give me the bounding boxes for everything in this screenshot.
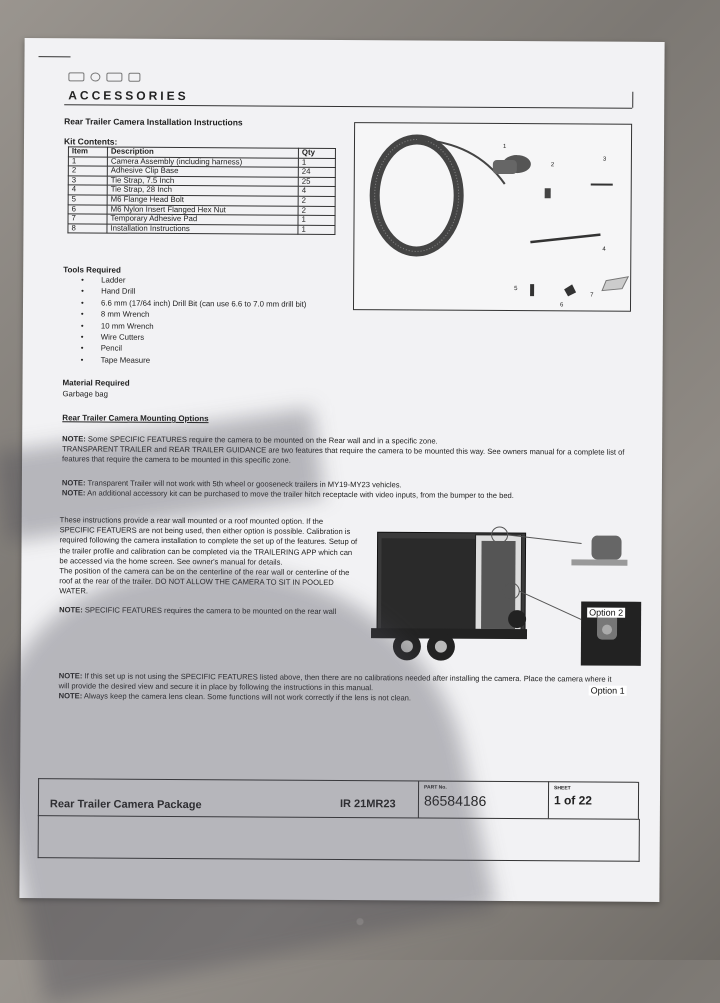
clip-base-icon	[545, 188, 551, 198]
ir-number: IR 21MR23	[340, 798, 396, 810]
column-header-item: Item	[68, 147, 107, 157]
description-cell: Tie Strap, 7.5 Inch	[107, 176, 298, 187]
kit-contents-label: Kit Contents:	[64, 136, 117, 146]
note-text: An additional accessory kit can be purchased to move the trailer hitch receptacle with video inputs, from the bumper to the bed.	[85, 489, 514, 501]
tools-required-label: Tools Required	[63, 265, 121, 274]
camera-assembly-icon	[493, 155, 531, 174]
description-cell: Camera Assembly (including harness)	[107, 157, 298, 168]
tool-item: • 6.6 mm (17/64 inch) Drill Bit (can use 6.6 to 7.0 mm drill bit)	[101, 297, 306, 310]
callout-number: 5	[514, 286, 518, 292]
instructions-paragraph: These instructions provide a rear wall mounted or a roof mounted option. If the SPECIFIC FEATUERS are not being used, then either option is possible. Calibration is required following the camera installation to complete the set up of the features. Setup of the trailer profile and calibration can be completed via the TRAILERING APP which can be accessed via the home screen. See owner's manual for details.	[59, 515, 359, 568]
callout-number: 4	[602, 247, 606, 253]
tool-item: • Pencil	[101, 343, 306, 356]
note-text: Transparent Trailer will not work with 5th wheel or gooseneck trailers in MY19-MY23 vehicles.	[86, 478, 402, 489]
material-required-value: Garbage bag	[62, 389, 108, 398]
table-row	[68, 224, 335, 235]
note-label: NOTE:	[59, 605, 83, 614]
column-header-qty: Qty	[298, 148, 335, 158]
option-1-label: Option 1	[589, 686, 627, 696]
tool-item: • Tape Measure	[101, 354, 306, 367]
qty-cell: 4	[298, 187, 335, 197]
part-number: 86584186	[424, 793, 486, 809]
part-number-label: PART No.	[424, 785, 447, 791]
note-label: NOTE:	[62, 488, 86, 497]
note-lens-clean	[59, 692, 619, 706]
qty-cell: 2	[298, 196, 335, 206]
bottom-notes	[59, 671, 619, 705]
callout-number: 2	[551, 162, 555, 168]
tool-item: • Wire Cutters	[101, 331, 306, 344]
position-paragraph: The position of the camera can be on the centerline of the rear wall or centerline of the roof at the rear of the trailer. DO NOT ALLOW THE CAMERA TO SIT IN POOLED WATER.	[59, 566, 359, 598]
qty-cell: 1	[298, 225, 335, 235]
gmc-logo-icon	[106, 73, 122, 82]
description-cell: Adhesive Clip Base	[107, 166, 298, 177]
footer-rule-left	[38, 778, 39, 816]
note-transparent-trailer	[62, 478, 632, 502]
description-cell: Installation Instructions	[107, 224, 298, 235]
kit-parts-illustration	[353, 122, 632, 312]
corner-mark	[39, 56, 71, 57]
note-label: NOTE:	[59, 692, 83, 701]
note-text: If this set up is not using the SPECIFIC FEATURES listed above, then there are no calibrations needed after installing the camera. Place the camera where it will provide the desired view and secure it in place by following the instructions in this manual.	[59, 671, 612, 692]
item-cell: 3	[68, 176, 107, 186]
kit-contents-table	[67, 146, 336, 235]
flange-bolt-icon	[530, 284, 534, 296]
note-specific-features	[62, 434, 632, 468]
note-label: NOTE:	[62, 478, 86, 487]
description-cell: M6 Flange Head Bolt	[107, 195, 298, 206]
trailer-icon	[371, 532, 528, 661]
coiled-harness-icon	[374, 139, 505, 252]
mounting-instructions	[59, 515, 360, 617]
item-cell: 8	[68, 224, 107, 234]
material-required-label: Material Required	[63, 378, 130, 387]
callout-number: 3	[603, 157, 607, 163]
callout-number: 1	[503, 144, 507, 150]
accessories-heading: ACCESSORIES	[68, 88, 188, 103]
note-label: NOTE:	[62, 434, 86, 443]
column-header-description: Description	[107, 147, 298, 158]
instruction-sheet	[19, 38, 664, 902]
package-name: Rear Trailer Camera Package	[50, 798, 202, 811]
tool-item: • Ladder	[101, 275, 306, 288]
item-cell: 5	[68, 195, 107, 205]
qty-cell: 1	[298, 215, 335, 225]
footer-divider	[548, 781, 549, 818]
qty-cell: 25	[298, 177, 335, 187]
tool-item: • 8 mm Wrench	[101, 309, 306, 322]
item-cell: 2	[68, 166, 107, 176]
option-2-label: Option 2	[587, 608, 625, 618]
note-continuation: TRANSPARENT TRAILER and REAR TRAILER GUIDANCE are two features that require the camera to be mounted this way. See owners manual for a complete list of features that require the camera to be mounted in this specific zone.	[62, 444, 624, 465]
leader-line	[519, 591, 581, 619]
long-tie-strap-icon	[530, 234, 600, 242]
hex-nut-icon	[564, 284, 576, 296]
note-text: Always keep the camera lens clean. Some functions will not work correctly if the lens is not clean.	[82, 692, 411, 703]
sheet-label: SHEET	[554, 785, 571, 791]
qty-cell: 24	[298, 167, 335, 177]
buick-logo-icon	[90, 72, 100, 81]
description-cell: M6 Nylon Insert Flanged Hex Nut	[107, 205, 298, 216]
document-title: Rear Trailer Camera Installation Instructions	[64, 116, 243, 127]
parts-drawing	[354, 123, 631, 311]
header-rule	[64, 104, 632, 108]
tool-item: • 10 mm Wrench	[101, 320, 306, 333]
footer-divider	[418, 780, 419, 817]
adhesive-pad-icon	[602, 277, 628, 291]
tool-item: • Hand Drill	[101, 286, 306, 299]
note-label: NOTE:	[59, 671, 83, 680]
brand-logos	[68, 72, 140, 81]
callout-number: 7	[590, 293, 594, 299]
footer-lower-box	[38, 815, 640, 862]
chevrolet-logo-icon	[68, 72, 84, 81]
mounting-options-heading: Rear Trailer Camera Mounting Options	[62, 413, 208, 423]
callout-number: 6	[560, 302, 564, 308]
footer-rule-right	[638, 782, 639, 820]
sheet-number: 1 of 22	[554, 793, 592, 807]
trailer-mounting-diagram	[371, 524, 642, 676]
roof-camera-icon	[571, 535, 627, 565]
trailer-drawing	[371, 524, 642, 676]
note-rear-wall	[59, 605, 359, 617]
tools-list	[63, 274, 307, 367]
description-cell: Temporary Adhesive Pad	[107, 214, 298, 225]
note-text: Some SPECIFIC FEATURES require the camera to be mounted on the Rear wall and in a specific zone.	[86, 434, 438, 445]
cadillac-logo-icon	[128, 73, 140, 82]
item-cell: 1	[68, 156, 107, 166]
item-cell: 4	[68, 185, 107, 195]
qty-cell: 2	[298, 206, 335, 216]
item-cell: 7	[68, 214, 107, 224]
note-text: SPECIFIC FEATURES requires the camera to be mounted on the rear wall	[83, 605, 337, 616]
description-cell: Tie Strap, 28 Inch	[107, 185, 298, 196]
qty-cell: 1	[298, 158, 335, 168]
header-rule-vertical	[632, 92, 633, 108]
item-cell: 6	[68, 204, 107, 214]
